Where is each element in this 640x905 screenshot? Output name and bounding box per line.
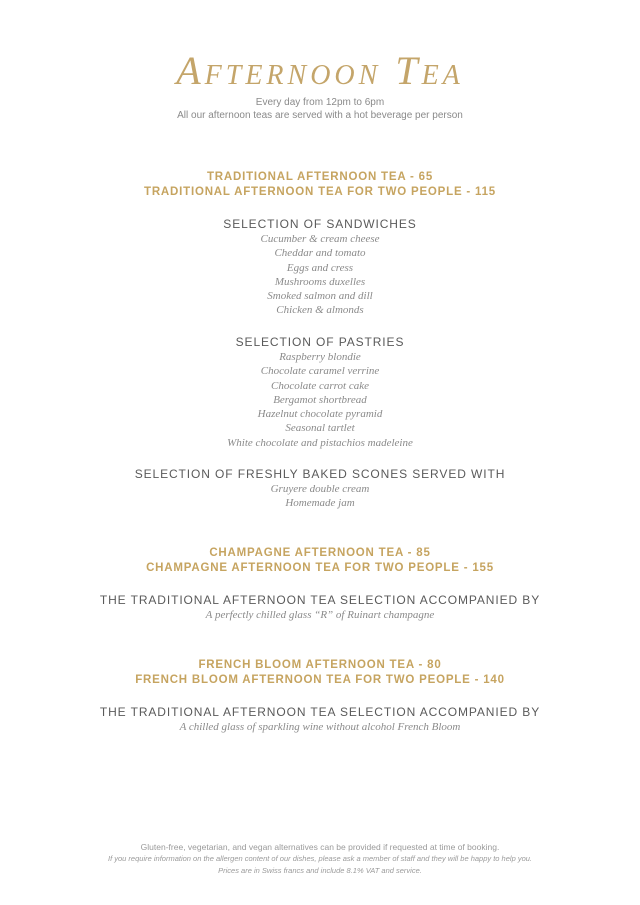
french-bloom-desc-title: THE TRADITIONAL AFTERNOON TEA SELECTION ACCOMPANIED BY [99, 705, 541, 719]
list-item: A perfectly chilled glass “R” of Ruinart champagne [205, 609, 435, 621]
champagne-price-two: CHAMPAGNE AFTERNOON TEA FOR TWO PEOPLE - 155 [146, 562, 494, 574]
pastries-title: SELECTION OF PASTRIES [235, 335, 405, 349]
intro [0, 96, 640, 122]
list-item: Homemade jam [285, 497, 355, 510]
list-item: Chocolate carrot cake [271, 379, 369, 392]
list-item: Gruyere double cream [270, 483, 370, 495]
list-item: Mushrooms duxelles [274, 275, 366, 288]
footer-allergen: If you require information on the allergen content of our dishes, please ask a member of staff and they will be happy to help you. [108, 854, 532, 863]
traditional-heading [0, 170, 640, 200]
page-title: Afternoon Tea [176, 48, 464, 93]
sandwiches-title: SELECTION OF SANDWICHES [223, 217, 417, 231]
intro-note: All our afternoon teas are served with a hot beverage per person [177, 110, 463, 121]
intro-hours: Every day from 12pm to 6pm [255, 97, 385, 108]
sandwiches-list [0, 232, 640, 318]
list-item: Smoked salmon and dill [267, 290, 373, 303]
list-item: Cheddar and tomato [274, 247, 366, 260]
list-item: Eggs and cress [286, 261, 354, 274]
champagne-price-single: CHAMPAGNE AFTERNOON TEA - 85 [209, 547, 431, 559]
scones-title: SELECTION OF FRESHLY BAKED SCONES SERVED WITH [134, 467, 506, 481]
list-item: Cucumber & cream cheese [260, 233, 380, 245]
french-bloom-price-two: FRENCH BLOOM AFTERNOON TEA FOR TWO PEOPLE - 140 [135, 674, 505, 686]
list-item: A chilled glass of sparkling wine without alcohol French Bloom [179, 721, 461, 733]
french-bloom-heading [0, 658, 640, 688]
footer-dietary: Gluten-free, vegetarian, and vegan alternatives can be provided if requested at time of booking. [140, 842, 500, 852]
french-bloom-price-single: FRENCH BLOOM AFTERNOON TEA - 80 [198, 659, 442, 671]
footer-notes [0, 841, 640, 877]
list-item: Bergamot shortbread [273, 393, 367, 406]
list-item: Hazelnut chocolate pyramid [257, 408, 383, 421]
champagne-desc-title: THE TRADITIONAL AFTERNOON TEA SELECTION ACCOMPANIED BY [99, 593, 541, 607]
list-item: Chocolate caramel verrine [260, 365, 380, 378]
footer-prices: Prices are in Swiss francs and include 8.1% VAT and service. [218, 866, 422, 875]
traditional-price-single: TRADITIONAL AFTERNOON TEA - 65 [206, 171, 434, 183]
traditional-price-two: TRADITIONAL AFTERNOON TEA FOR TWO PEOPLE - 115 [144, 186, 496, 198]
list-item: White chocolate and pistachios madeleine [227, 436, 413, 449]
list-item: Seasonal tartlet [285, 422, 355, 435]
champagne-desc [0, 608, 640, 622]
scones-list [0, 482, 640, 511]
list-item: Chicken & almonds [276, 304, 364, 317]
list-item: Raspberry blondie [279, 351, 361, 363]
french-bloom-desc [0, 720, 640, 734]
pastries-list [0, 350, 640, 450]
champagne-heading [0, 546, 640, 576]
